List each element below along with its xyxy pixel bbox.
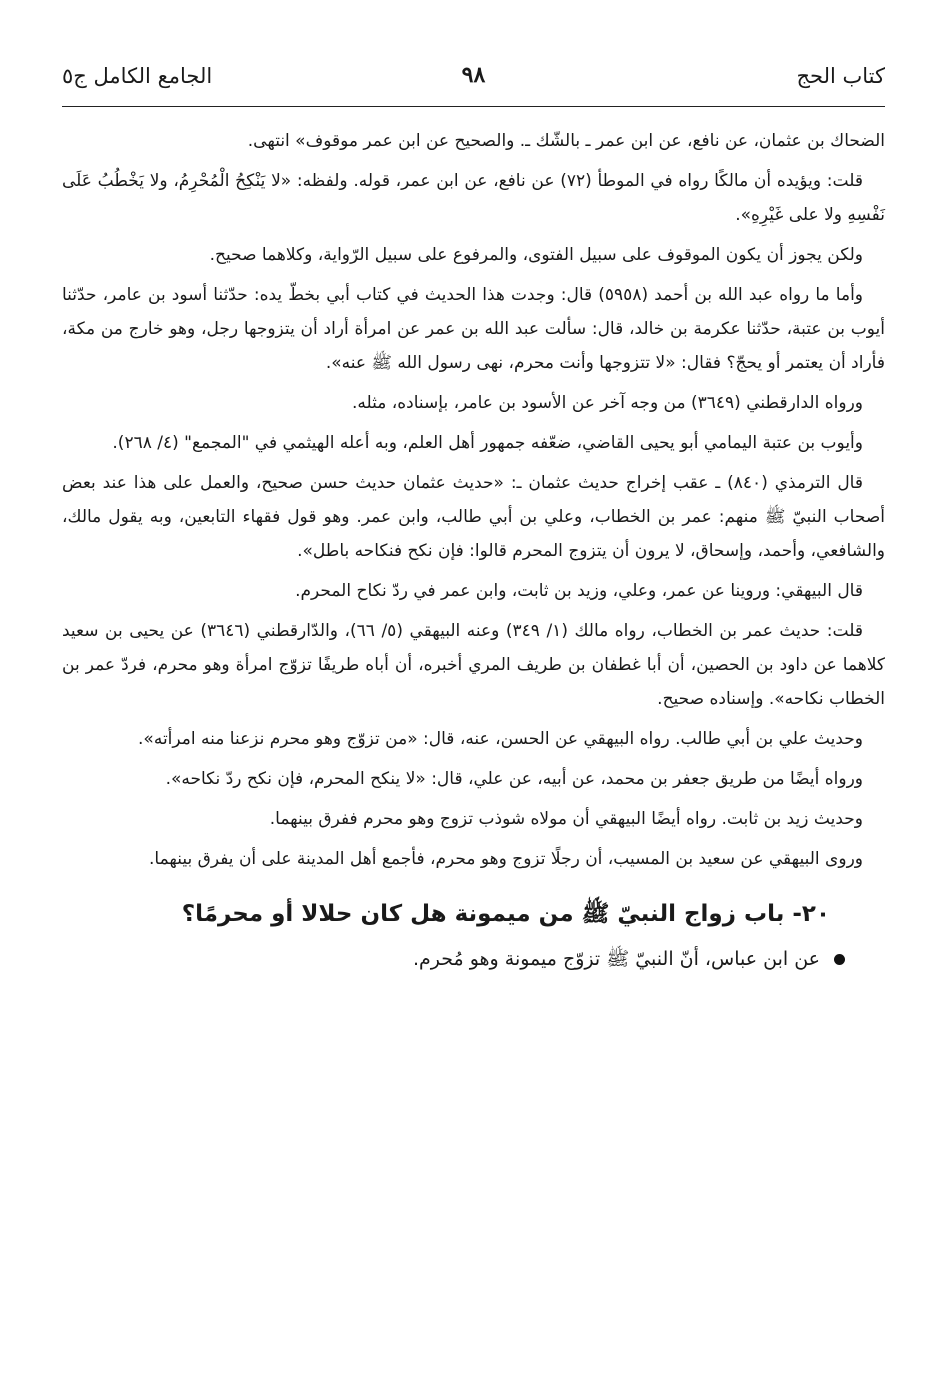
paragraph-6: وأيوب بن عتبة اليمامي أبو يحيى القاضي، ضعّفه جمهور أهل العلم، وبه أعله الهيثمي في "المجمع" (٤/ ٢٦٨). [112, 433, 863, 453]
paragraph-3: ولكن يجوز أن يكون الموقوف على سبيل الفتوى، والمرفوع على سبيل الرّواية، وكلاهما صحيح. [209, 245, 863, 265]
running-head [62, 58, 885, 98]
bullet-icon [834, 954, 845, 965]
paragraph-13: وروى البيهقي عن سعيد بن المسيب، أن رجلًا تزوج وهو محرم، فأجمع أهل المدينة على أن يفرق بينهما. [149, 849, 863, 869]
paragraph-10: وحديث علي بن أبي طالب. رواه البيهقي عن الحسن، عنه، قال: «من تزوّج وهو محرم نزعنا منه امرأته». [138, 729, 863, 749]
work-title: الجامع الكامل ج٥ [62, 64, 213, 88]
paragraph-1: الضحاك بن عثمان، عن نافع، عن ابن عمر ـ بالشّك ـ. والصحيح عن ابن عمر موقوف» انتهى. [247, 131, 885, 151]
paragraph-2: قلت: ويؤيده أن مالكًا رواه في الموطأ (٧٢) عن نافع، عن ابن عمر، قوله. ولفظه: «لا يَنْكِحُ الْمُحْرِمُ، ولا يَخْطُبُ عَلَى نَفْسِهِ ولا على غَيْرِهِ». [62, 171, 885, 225]
paragraph-11: ورواه أيضًا من طريق جعفر بن محمد، عن أبيه، عن علي، قال: «لا ينكح المحرم، فإن نكح ردّ نكاحه». [165, 769, 863, 789]
hadith-text: عن ابن عباس، أنّ النبيّ ﷺ تزوّج ميمونة وهو مُحرم. [412, 948, 820, 970]
header-rule [62, 106, 885, 107]
paragraph-4: وأما ما رواه عبد الله بن أحمد (٥٩٥٨) قال: وجدت هذا الحديث في كتاب أبي بخطّ يده: حدّثنا أسود بن عامر، حدّثنا أيوب بن عتبة، حدّثنا عكرمة بن خالد، قال: سألت عبد الله بن عمر عن امرأة أراد أن يتزوجها رجل، وهو خارج من مكة، فأراد أن يعتمر أو يحجّ؟ فقال: «لا تتزوجها وأنت محرم، نهى رسول الله ﷺ عنه». [62, 285, 885, 373]
book-title: كتاب الحج [796, 64, 885, 88]
paragraph-12: وحديث زيد بن ثابت. رواه أيضًا البيهقي أن مولاه شوذب تزوج وهو محرم ففرق بينهما. [269, 809, 863, 829]
paragraph-5: ورواه الدارقطني (٣٦٤٩) من وجه آخر عن الأسود بن عامر، بإسناده، مثله. [352, 393, 863, 413]
paragraph-8: قال البيهقي: وروينا عن عمر، وعلي، وزيد بن ثابت، وابن عمر في ردّ نكاح المحرم. [295, 581, 863, 601]
section-heading: ٢٠- باب زواج النبيّ ﷺ من ميمونة هل كان حلالا أو محرمًا؟ [181, 901, 830, 927]
paragraph-7: قال الترمذي (٨٤٠) ـ عقب إخراج حديث عثمان ـ: «حديث عثمان حديث حسن صحيح، والعمل على هذا عند بعض أصحاب النبيّ ﷺ منهم: عمر بن الخطاب، وعلي بن أبي طالب، وابن عمر. وهو قول فقهاء التابعين، وبه يقول مالك، والشافعي، وأحمد، وإسحاق، لا يرون أن يتزوج المحرم قالوا: فإن نكح فنكاحه باطل». [62, 473, 885, 561]
hadith-line [62, 940, 885, 978]
page-number: ٩٨ [461, 62, 486, 88]
page-body [62, 124, 885, 978]
paragraph-9: قلت: حديث عمر بن الخطاب، رواه مالك (١/ ٣٤٩) وعنه البيهقي (٥/ ٦٦)، والدّارقطني (٣٦٤٦) عن يحيى بن سعيد كلاهما عن داود بن الحصين، أن أبا غطفان بن طريف المري أخبره، أن أباه طريفًا تزوّج امرأة وهو محرم، فردّ عمر بن الخطاب نكاحه». وإسناده صحيح. [62, 621, 885, 709]
